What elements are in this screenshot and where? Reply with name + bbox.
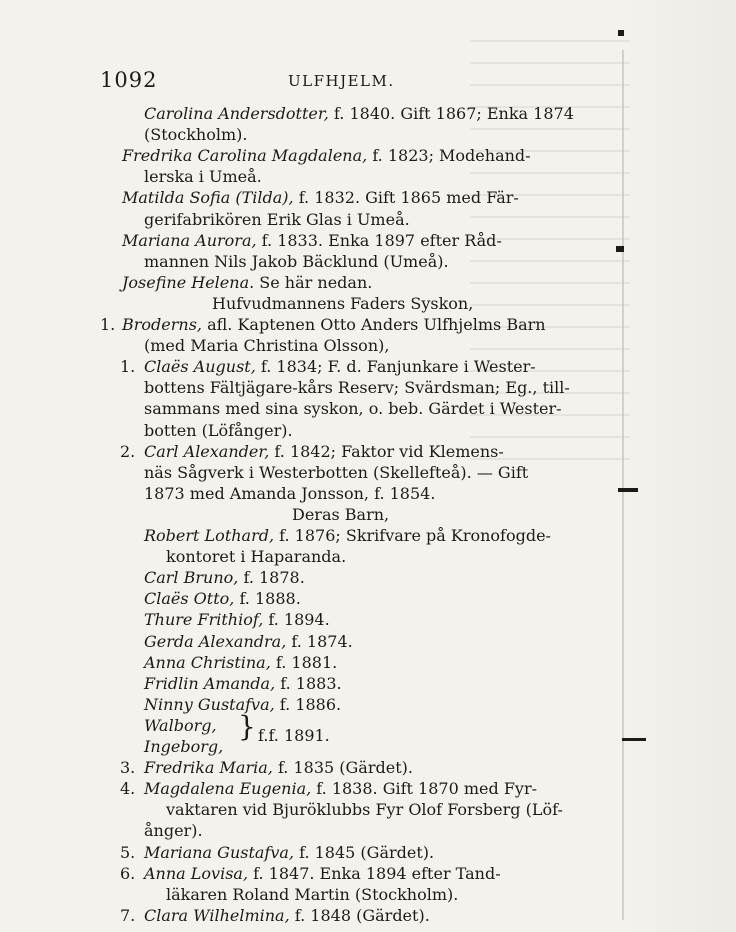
line-text: vaktaren vid Bjuröklubbs Fyr Olof Forsberg (Löf- xyxy=(166,800,563,819)
person-name: Carolina Andersdotter, xyxy=(144,104,329,123)
text-line xyxy=(144,399,562,419)
line-text: f. 1894. xyxy=(263,610,330,629)
text-line xyxy=(144,125,247,145)
person-name: Magdalena Eugenia, xyxy=(144,779,312,798)
text-line xyxy=(144,568,305,588)
text-line xyxy=(212,294,473,314)
line-text: f. 1888. xyxy=(234,589,301,608)
person-name: Mariana Gustafva, xyxy=(144,843,295,862)
line-text: Se här nedan. xyxy=(254,273,373,292)
entry-number: 6. xyxy=(120,864,136,883)
line-text: (Stockholm). xyxy=(144,125,248,144)
person-name: Thure Frithiof, xyxy=(144,610,264,629)
person-name: Mariana Aurora, xyxy=(122,231,257,250)
line-text: f. 1832. Gift 1865 med Fär- xyxy=(293,188,519,207)
text-line xyxy=(144,252,449,272)
margin-mark xyxy=(618,488,638,492)
line-text: f. 1881. xyxy=(270,653,338,672)
person-name: Clara Wilhelmina, xyxy=(144,906,290,925)
person-name: Claës Otto, xyxy=(144,589,235,608)
person-name: Ninny Gustafva, xyxy=(144,695,275,714)
text-line xyxy=(144,589,301,609)
line-text: f. 1876; Skrifvare på Kronofogde- xyxy=(274,526,551,545)
text-line xyxy=(144,526,551,546)
entry-number: 2. xyxy=(120,442,136,461)
entry-number: 1. xyxy=(100,315,116,334)
text-line xyxy=(144,864,501,884)
margin-mark xyxy=(622,738,646,741)
text-line xyxy=(144,843,434,863)
margin-mark xyxy=(616,246,624,252)
text-line xyxy=(166,885,458,905)
text-line xyxy=(292,505,389,525)
person-name: Anna Christina, xyxy=(144,653,271,672)
line-text: botten (Löfånger). xyxy=(144,421,293,440)
person-name: Matilda Sofia (Tilda), xyxy=(122,188,294,207)
person-name: Fridlin Amanda, xyxy=(144,674,276,693)
text-line xyxy=(144,421,293,441)
running-head: ULFHJELM. xyxy=(288,72,395,90)
text-line xyxy=(144,716,217,736)
entry-number: 3. xyxy=(120,758,136,777)
entry-number: 5. xyxy=(120,843,136,862)
line-text: afl. Kaptenen Otto Anders Ulfhjelms Barn xyxy=(202,315,546,334)
margin-rule xyxy=(622,50,624,920)
line-text: bottens Fältjägare-kårs Reserv; Svärdsman; Eg., till- xyxy=(144,378,570,397)
page-edge xyxy=(618,0,736,932)
line-text: kontoret i Haparanda. xyxy=(166,547,347,566)
entry-number: 7. xyxy=(120,906,136,925)
line-text: näs Sågverk i Westerbotten (Skellefteå). — Gift xyxy=(144,463,529,482)
person-name: Carl Bruno, xyxy=(144,568,239,587)
line-text: f. 1842; Faktor vid Klemens- xyxy=(269,442,504,461)
text-line xyxy=(144,779,537,799)
text-line xyxy=(122,146,531,166)
line-text: f. 1845 (Gärdet). xyxy=(294,843,435,862)
line-text: f. 1834; F. d. Fanjunkare i Wester- xyxy=(255,357,536,376)
text-line xyxy=(122,273,372,293)
text-line xyxy=(122,231,502,251)
text-line xyxy=(166,547,346,567)
person-name: Walborg, xyxy=(144,716,217,735)
line-text: (med Maria Christina Olsson), xyxy=(144,336,390,355)
text-line xyxy=(144,167,262,187)
line-text: Deras Barn, xyxy=(292,505,390,524)
text-line xyxy=(144,737,223,757)
entry-number: 1. xyxy=(120,357,136,376)
line-text: f. 1883. xyxy=(275,674,342,693)
text-line xyxy=(122,315,546,335)
text-line xyxy=(144,821,203,841)
person-name: Ingeborg, xyxy=(144,737,224,756)
twins-date: f.f. 1891. xyxy=(258,726,330,745)
line-text: 1873 med Amanda Jonsson, f. 1854. xyxy=(144,484,436,503)
line-text: f. 1874. xyxy=(286,632,353,651)
line-text: sammans med sina syskon, o. beb. Gärdet i Wester- xyxy=(144,399,562,418)
person-name: Fredrika Carolina Magdalena, xyxy=(122,146,368,165)
line-text: f. 1833. Enka 1897 efter Råd- xyxy=(256,231,502,250)
line-text: f. 1823; Modehand- xyxy=(367,146,531,165)
person-name: Claës August, xyxy=(144,357,256,376)
brace: } xyxy=(238,710,256,743)
entry-number: 4. xyxy=(120,779,136,798)
line-text: ånger). xyxy=(144,821,203,840)
page-number: 1092 xyxy=(100,68,158,92)
person-name: Anna Lovisa, xyxy=(144,864,249,883)
line-text: f. 1840. Gift 1867; Enka 1874 xyxy=(328,104,574,123)
text-line xyxy=(144,463,528,483)
margin-mark xyxy=(618,30,624,36)
line-text: lerska i Umeå. xyxy=(144,167,262,186)
person-name: Josefine Helena. xyxy=(122,273,255,292)
line-text: mannen Nils Jakob Bäcklund (Umeå). xyxy=(144,252,449,271)
line-text: f. 1878. xyxy=(238,568,305,587)
person-name: Fredrika Maria, xyxy=(144,758,273,777)
person-name: Robert Lothard, xyxy=(144,526,275,545)
line-text: f. 1847. Enka 1894 efter Tand- xyxy=(248,864,501,883)
person-name: Gerda Alexandra, xyxy=(144,632,287,651)
text-line xyxy=(144,104,574,124)
text-line xyxy=(144,610,330,630)
line-text: f. 1838. Gift 1870 med Fyr- xyxy=(311,779,538,798)
text-line xyxy=(144,758,413,778)
line-text: f. 1848 (Gärdet). xyxy=(289,906,430,925)
text-line xyxy=(144,357,536,377)
text-line xyxy=(144,906,430,926)
line-text: läkaren Roland Martin (Stockholm). xyxy=(166,885,459,904)
person-name: Broderns, xyxy=(122,315,202,334)
text-line xyxy=(144,632,353,652)
text-line xyxy=(122,188,519,208)
person-name: Carl Alexander, xyxy=(144,442,270,461)
text-line xyxy=(144,653,337,673)
line-text: f. 1835 (Gärdet). xyxy=(272,758,413,777)
line-text: f. 1886. xyxy=(274,695,342,714)
text-line xyxy=(144,442,504,462)
text-line xyxy=(144,210,410,230)
text-line xyxy=(144,378,570,398)
text-line xyxy=(144,336,389,356)
text-line xyxy=(166,800,563,820)
text-line xyxy=(144,674,342,694)
line-text: gerifabrikören Erik Glas i Umeå. xyxy=(144,210,410,229)
text-line xyxy=(144,484,435,504)
line-text: Hufvudmannens Faders Syskon, xyxy=(212,294,474,313)
